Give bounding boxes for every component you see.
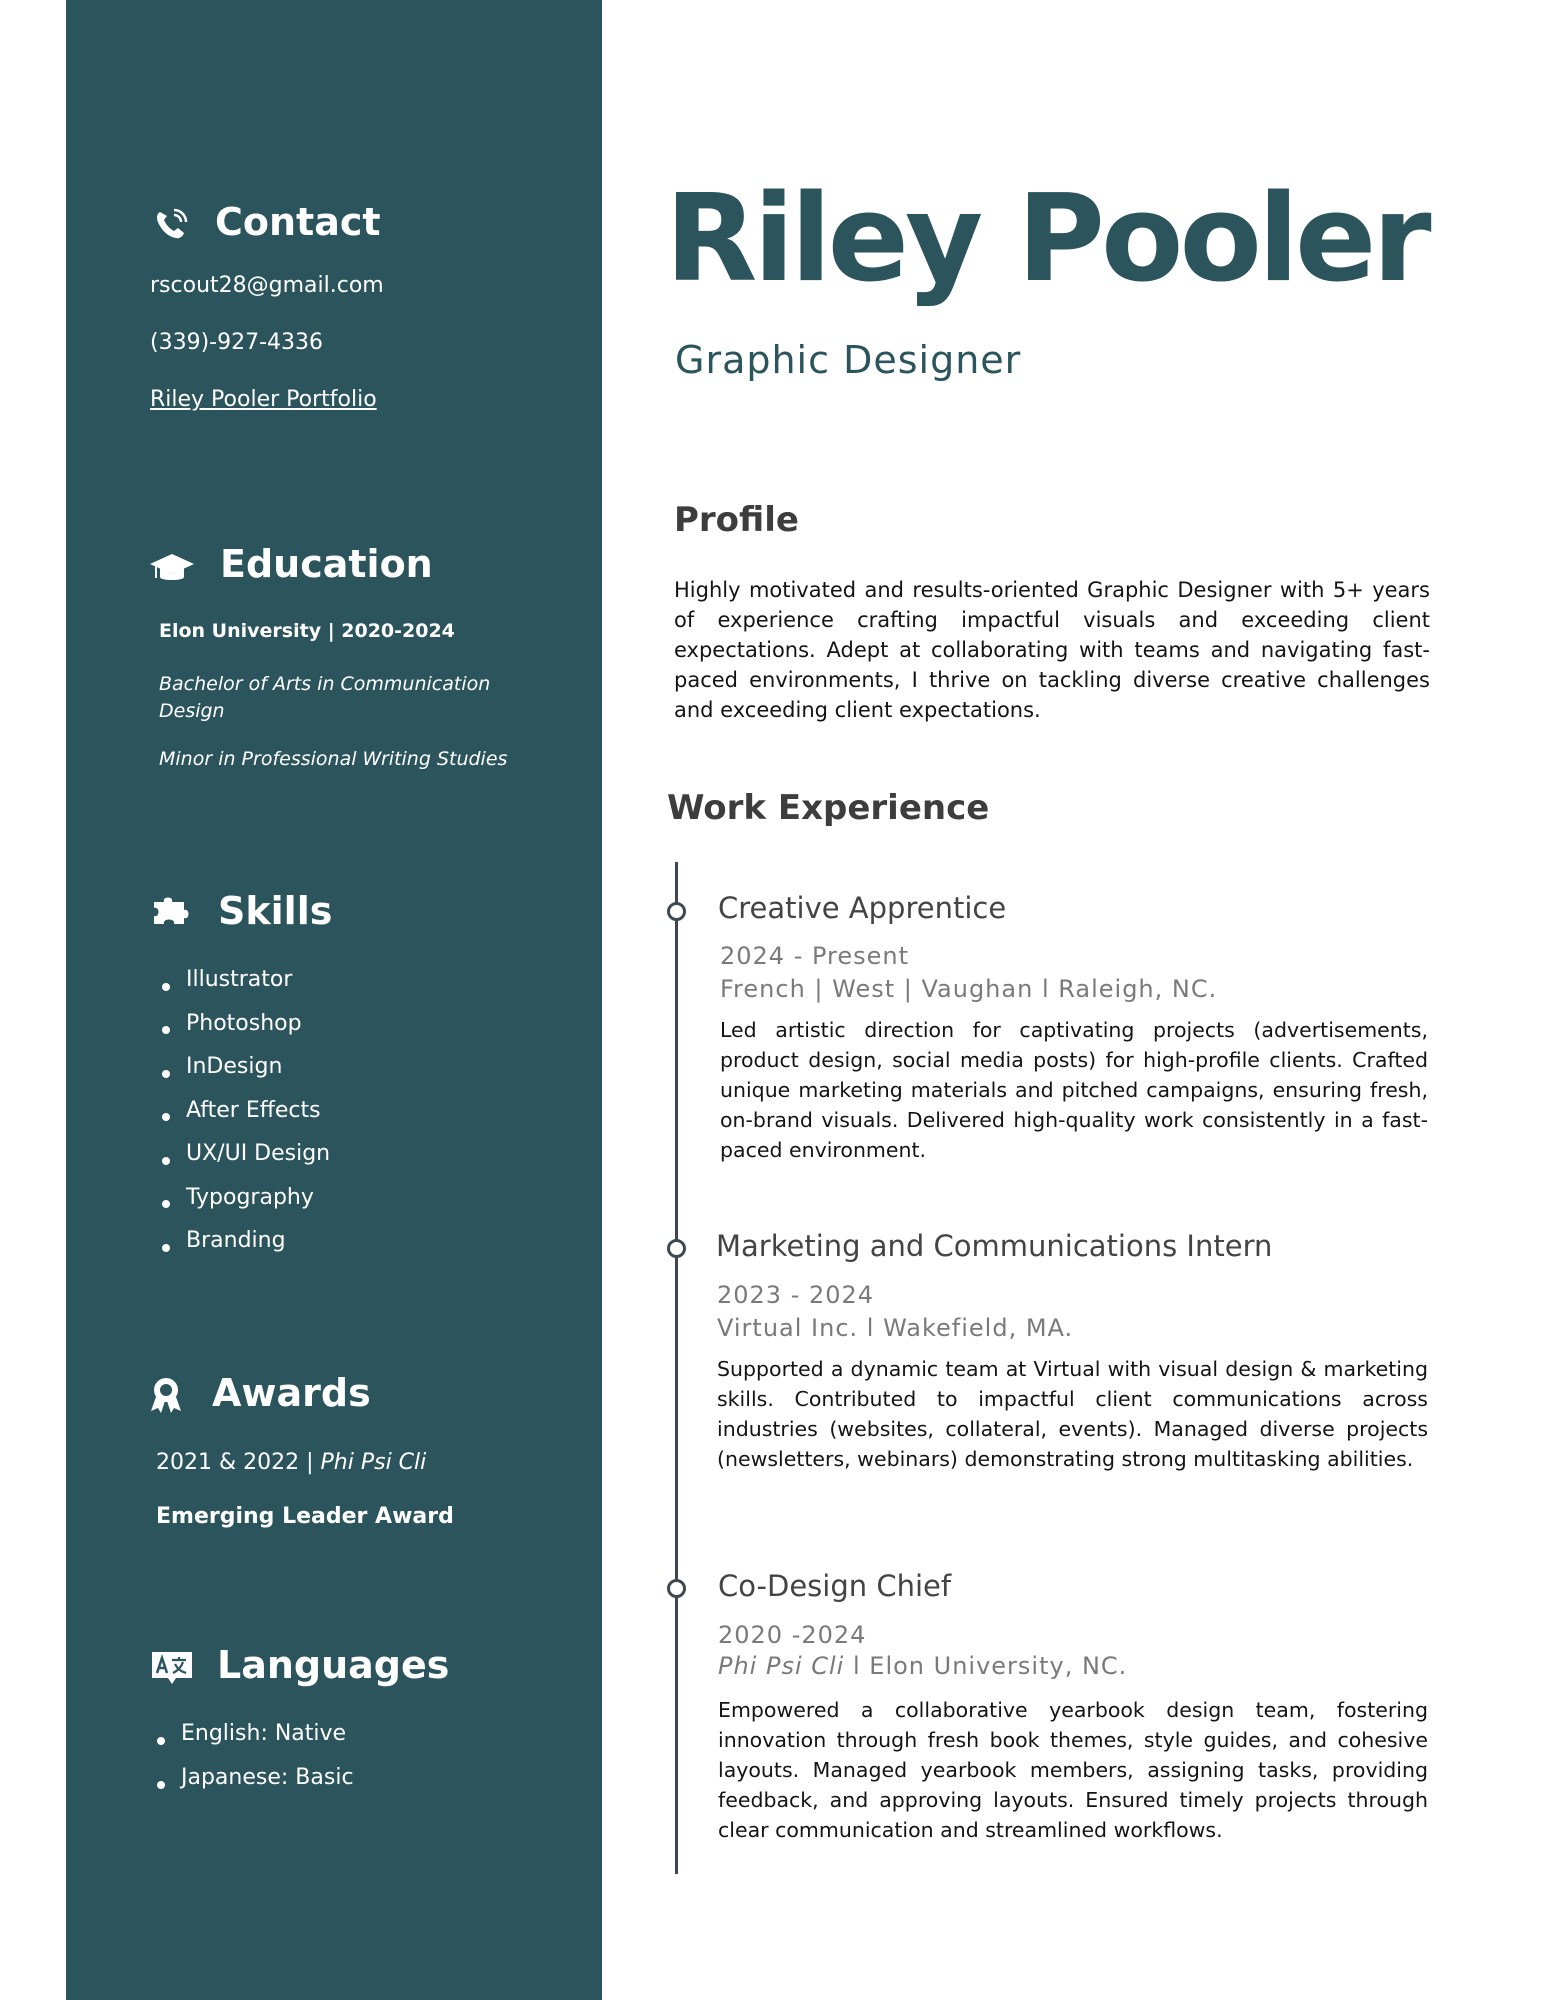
- translate-icon: [150, 1648, 194, 1688]
- timeline-node: [667, 1239, 686, 1258]
- job-location: Virtual Inc. l Wakefield, MA.: [717, 1314, 1074, 1342]
- award-years: 2021 & 2022 |: [156, 1450, 321, 1475]
- job-title: Creative Apprentice: [718, 891, 1007, 925]
- job-location-line: [718, 1652, 1127, 1680]
- job-title: Co-Design Chief: [718, 1569, 952, 1603]
- contact-email[interactable]: rscout28@gmail.com: [150, 273, 384, 298]
- timeline-node: [667, 1579, 686, 1598]
- job-location: French | West | Vaughan l Raleigh, NC.: [720, 975, 1218, 1003]
- timeline-node: [667, 902, 686, 921]
- list-item: Photoshop: [158, 1009, 330, 1053]
- list-item: Japanese: Basic: [153, 1763, 354, 1807]
- puzzle-icon: [150, 890, 194, 930]
- education-heading: Education: [220, 542, 433, 586]
- job-title: Marketing and Communications Intern: [716, 1229, 1273, 1263]
- list-item: InDesign: [158, 1052, 330, 1096]
- award-year-line: [156, 1450, 426, 1475]
- profile-heading: Profile: [674, 500, 799, 540]
- languages-heading: Languages: [217, 1643, 450, 1687]
- list-item: Typography: [158, 1183, 330, 1227]
- phone-icon: [150, 204, 194, 244]
- list-item: Illustrator: [158, 965, 330, 1009]
- job-org: Phi Psi Cli: [718, 1652, 845, 1680]
- graduation-cap-icon: [150, 548, 194, 588]
- education-degree: Bachelor of Arts in Communication Design: [159, 673, 491, 722]
- timeline-line: [675, 862, 678, 1874]
- candidate-name: Riley Pooler: [665, 170, 1428, 309]
- list-item: English: Native: [153, 1719, 354, 1763]
- profile-text: Highly motivated and results-oriented Graphic Designer with 5+ years of experience crafting impactful visuals and exceeding client expectations. Adept at collaborating with teams and navigating fast-paced environments, I thrive on tackling diverse creative challenges and exceeding client expectations.: [674, 578, 1430, 722]
- job-location: l Elon University, NC.: [844, 1652, 1128, 1680]
- contact-heading: Contact: [215, 200, 381, 244]
- skills-heading: Skills: [218, 889, 333, 933]
- job-description: Supported a dynamic team at Virtual with visual design & marketing skills. Contributed to impactful client communications across industries (websites, collateral, events). Managed diverse projects (newsletters, webinars) demonstrating strong multitasking abilities.: [717, 1357, 1428, 1471]
- sidebar: [66, 0, 602, 2000]
- languages-list: [153, 1719, 354, 1807]
- award-org: Phi Psi Cli: [320, 1450, 427, 1475]
- skills-list: [158, 965, 330, 1270]
- job-dates: 2020 -2024: [718, 1621, 867, 1649]
- portfolio-link[interactable]: Riley Pooler Portfolio: [150, 387, 377, 412]
- job-dates: 2023 - 2024: [717, 1281, 875, 1309]
- list-item: Branding: [158, 1226, 330, 1270]
- candidate-role: Graphic Designer: [675, 338, 1022, 382]
- job-dates: 2024 - Present: [720, 942, 910, 970]
- award-title: Emerging Leader Award: [156, 1504, 454, 1529]
- list-item: UX/UI Design: [158, 1139, 330, 1183]
- award-rosette-icon: [146, 1375, 190, 1415]
- education-school: Elon University | 2020-2024: [159, 620, 455, 642]
- job-description: Empowered a collaborative yearbook design team, fostering innovation through fresh book themes, style guides, and cohesive layouts. Managed yearbook members, assigning tasks, providing feedback, and approving layouts. Ensured timely projects through clear communication and streamlined workflows.: [718, 1698, 1428, 1842]
- contact-phone: (339)-927-4336: [150, 330, 324, 355]
- list-item: After Effects: [158, 1096, 330, 1140]
- education-minor: Minor in Professional Writing Studies: [159, 748, 508, 770]
- job-description: Led artistic direction for captivating projects (advertisements, product design, social media posts) for high-profile clients. Crafted unique marketing materials and pitched campaigns, ensuring fresh, on-brand visuals. Delivered high-quality work consistently in a fast-paced environment.: [720, 1018, 1428, 1162]
- work-experience-heading: Work Experience: [667, 788, 990, 828]
- awards-heading: Awards: [212, 1371, 371, 1415]
